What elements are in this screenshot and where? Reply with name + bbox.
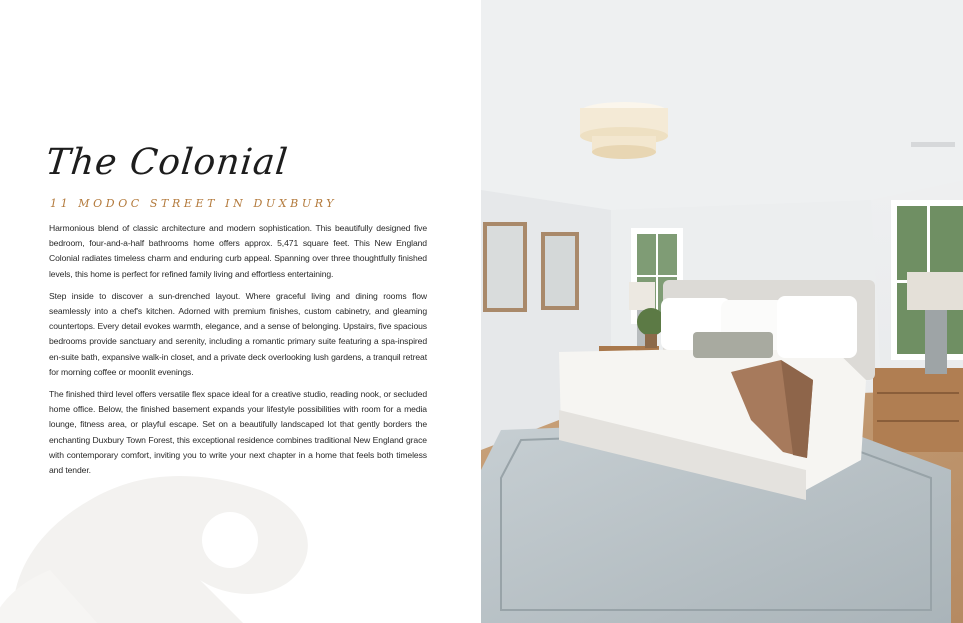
bedroom-photo [481,0,963,623]
paragraph-interior: Step inside to discover a sun-drenched layout. Where graceful living and dining rooms flow seamlessly into a chef's kitchen. Adorned with premium finishes, custom cabinetry, and gleaming countertops. Every detail evokes warmth, elegance, and a sense of belonging. Upstairs, five spacious bedrooms provide sanctuary and serenity, including a romantic primary suite featuring a spa-inspired en-suite bath, expansive walk-in closet, and a private deck overlooking lush gardens, a tranquil retreat for morning coffee or moonlit evenings. [49,290,427,377]
paragraph-intro: Harmonious blend of classic architecture and modern sophistication. This beautifully designed five bedroom, four-and-a-half bathrooms home offers approx. 5,471 square feet. This New England Colonial radiates timeless charm and enduring curb appeal. Spanning over three thoughtfully finished levels, this home is perfect for refined family living and effortless entertaining. [49,223,427,279]
bedroom-illustration [481,0,963,623]
description [49,221,427,485]
text-page [0,0,481,623]
property-address: 11 MODOC STREET IN DUXBURY [50,197,338,210]
paragraph-levels: The finished third level offers versatile flex space ideal for a creative studio, reading nook, or secluded home office. Below, the finished basement expands your lifestyle possibilities with room for a media lounge, fitness area, or playful escape. Set on a beautifully landscaped lot that gently borders the enchanting Duxbury Town Forest, this exceptional residence combines traditional New England grace with contemporary comfort, inviting you to write your next chapter in a home that feels both timeless and tender. [49,389,427,476]
page-title: The Colonial [43,142,291,183]
